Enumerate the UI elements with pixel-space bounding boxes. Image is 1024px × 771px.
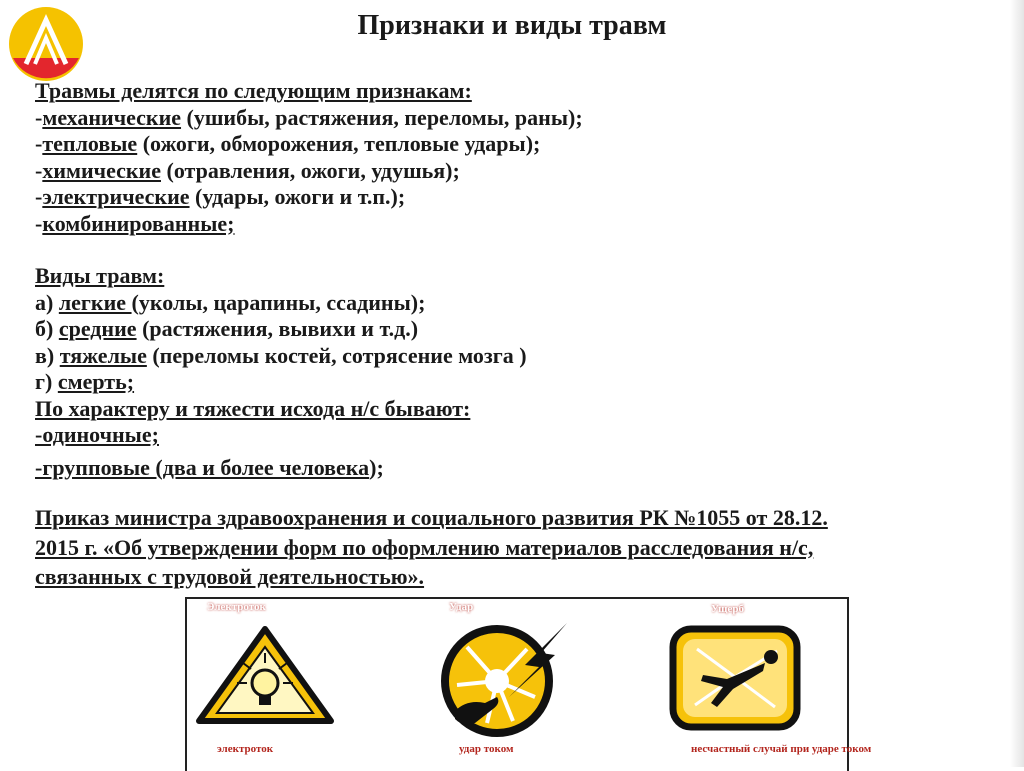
- signs-term: химические: [42, 157, 161, 183]
- sign-label: удар током: [459, 743, 514, 755]
- signs-term: тепловые: [42, 131, 138, 156]
- order-line: 2015 г. «Об утверждении форм по оформлению материалов расследования н/с,: [35, 534, 814, 560]
- signs-item: -тепловые (ожоги, обморожения, тепловые удары);: [35, 131, 541, 156]
- signs-term: механические: [42, 104, 182, 130]
- sign-label: несчастный случай при ударе током: [691, 743, 872, 755]
- electric-shock-icon: [427, 619, 577, 739]
- signs-term: электрические: [42, 184, 190, 209]
- signs-item: -электрические (удары, ожоги и т.п.);: [35, 184, 406, 209]
- slide-edge-shadow: [1010, 0, 1024, 767]
- page-title: Признаки и виды травм: [357, 10, 667, 41]
- signs-heading: Травмы делятся по следующим признакам:: [35, 78, 472, 103]
- types-term: тяжелые: [59, 342, 147, 368]
- character-item: -групповые (два и более человека);: [35, 454, 384, 480]
- order-line: Приказ министра здравоохранения и социального развития РК №1055 от 28.12.: [35, 505, 828, 530]
- signs-item: -механические (ушибы, растяжения, переломы, раны);: [35, 104, 583, 130]
- types-term: средние: [58, 316, 137, 341]
- sign-top-label: Ущерб: [711, 603, 744, 615]
- sign-top-label: Электроток: [207, 601, 266, 613]
- types-item: а) легкие (уколы, царапины, ссадины);: [35, 289, 426, 315]
- signs-term: комбинированные;: [42, 210, 235, 236]
- sign-top-label: Удар: [449, 601, 474, 613]
- signs-item: -комбинированные;: [35, 210, 235, 236]
- character-heading: По характеру и тяжести исхода н/с бывают:: [35, 395, 471, 421]
- falling-person-icon: [667, 623, 807, 733]
- order-line: связанных с трудовой деятельностью».: [35, 564, 425, 589]
- electricity-warning-icon: [195, 625, 335, 725]
- types-term: смерть;: [57, 369, 135, 394]
- types-item: б) средние (растяжения, вывихи и т.д.): [35, 316, 419, 341]
- content-body: [35, 78, 995, 592]
- order-reference: [35, 503, 995, 592]
- types-item: г) смерть;: [35, 369, 135, 394]
- safety-signs-picture: [185, 597, 872, 771]
- sign-label: электроток: [217, 743, 274, 755]
- types-heading: Виды травм:: [35, 263, 165, 288]
- types-item: в) тяжелые (переломы костей, сотрясение мозга ): [35, 342, 527, 368]
- types-term: легкие: [58, 289, 132, 315]
- character-item: -одиночные;: [35, 422, 159, 447]
- signs-item: -химические (отравления, ожоги, удушья);: [35, 157, 460, 183]
